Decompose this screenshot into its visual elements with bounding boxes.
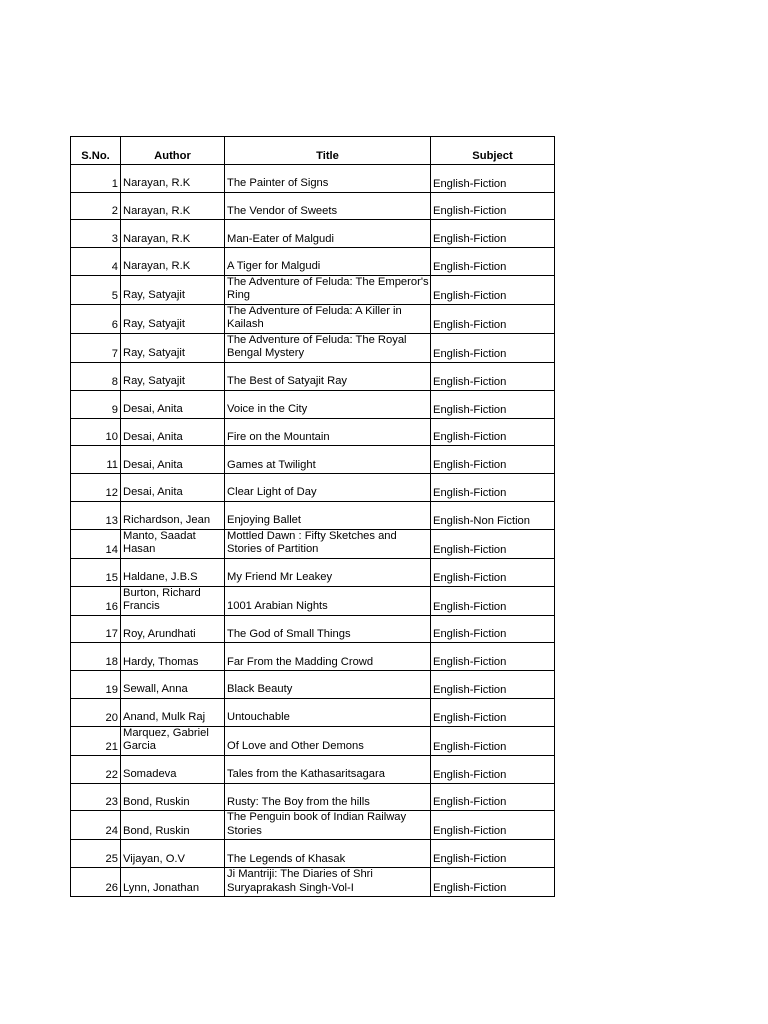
table-row [71,755,555,783]
cell-subject: English-Fiction [431,275,555,304]
cell-title-text: Rusty: The Boy from the hills [227,795,370,808]
cell-subject: English-Fiction [431,558,555,586]
table-row [71,586,555,615]
cell-author-text: Bond, Ruskin [123,795,190,808]
cell-title [225,868,431,897]
cell-subject: English-Fiction [431,726,555,755]
table-row [71,615,555,643]
cell-author [121,362,225,390]
cell-author [121,558,225,586]
cell-sno: 18 [71,643,121,671]
cell-sno: 4 [71,248,121,276]
header-title: Title [225,137,431,165]
cell-title [225,418,431,446]
cell-sno: 5 [71,275,121,304]
cell-title [225,275,431,304]
table-body [71,164,555,896]
table-row [71,840,555,868]
cell-title-text: Tales from the Kathasaritsagara [227,768,385,781]
cell-author-text: Narayan, R.K [123,232,191,245]
cell-subject: English-Fiction [431,418,555,446]
cell-author-text: Narayan, R.K [123,260,191,273]
cell-author-text: Ray, Satyajit [123,347,185,360]
cell-title-text: The Adventure of Feluda: The Emperor's Ring [227,275,429,302]
cell-title [225,501,431,529]
cell-title-text: Games at Twilight [227,458,316,471]
cell-title-text: The God of Small Things [227,627,351,640]
table-row [71,698,555,726]
cell-title-text: Far From the Madding Crowd [227,655,374,668]
cell-title [225,164,431,192]
cell-subject: English-Fiction [431,333,555,362]
cell-author [121,446,225,474]
cell-title-text: Voice in the City [227,403,308,416]
cell-sno: 20 [71,698,121,726]
table-row [71,726,555,755]
cell-title [225,840,431,868]
cell-title-text: The Adventure of Feluda: A Killer in Kailash [227,304,402,331]
cell-title-text: My Friend Mr Leakey [227,571,333,584]
cell-sno: 6 [71,304,121,333]
cell-author [121,192,225,220]
cell-sno: 11 [71,446,121,474]
header-author: Author [121,137,225,165]
cell-author-text: Burton, Richard Francis [123,586,201,613]
cell-sno: 13 [71,501,121,529]
cell-title-text: 1001 Arabian Nights [227,600,328,613]
cell-subject: English-Fiction [431,362,555,390]
cell-title [225,726,431,755]
cell-author [121,529,225,558]
cell-title [225,586,431,615]
cell-author-text: Lynn, Jonathan [123,881,200,894]
table-row [71,474,555,502]
table-row [71,671,555,699]
cell-title-text: Man-Eater of Malgudi [227,232,334,245]
cell-title [225,333,431,362]
cell-subject: English-Fiction [431,755,555,783]
cell-author-text: Bond, Ruskin [123,824,190,837]
cell-sno: 21 [71,726,121,755]
cell-author-text: Anand, Mulk Raj [123,711,206,724]
cell-title [225,811,431,840]
cell-title-text: A Tiger for Malgudi [227,260,321,273]
cell-author-text: Desai, Anita [123,458,183,471]
cell-title-text: Mottled Dawn : Fifty Sketches and Stories of Partition [227,529,397,556]
cell-subject: English-Fiction [431,529,555,558]
cell-author [121,615,225,643]
cell-sno: 9 [71,390,121,418]
cell-author-text: Hardy, Thomas [123,655,199,668]
cell-subject: English-Fiction [431,840,555,868]
table-row [71,501,555,529]
cell-title [225,248,431,276]
cell-subject: English-Fiction [431,586,555,615]
cell-author-text: Marquez, Gabriel Garcia [123,726,209,753]
cell-title [225,220,431,248]
cell-author [121,418,225,446]
cell-sno: 19 [71,671,121,699]
cell-author-text: Desai, Anita [123,403,183,416]
cell-title-text: Ji Mantriji: The Diaries of Shri Suryaprakash Singh-Vol-I [227,868,373,894]
cell-title [225,529,431,558]
cell-sno: 23 [71,783,121,811]
cell-author [121,220,225,248]
table-row [71,643,555,671]
cell-title-text: The Legends of Khasak [227,852,346,865]
cell-sno: 16 [71,586,121,615]
cell-author [121,586,225,615]
cell-subject: English-Non Fiction [431,501,555,529]
cell-subject: English-Fiction [431,248,555,276]
cell-title-text: The Penguin book of Indian Railway Stories [227,811,407,837]
cell-title-text: Enjoying Ballet [227,514,302,527]
cell-sno: 7 [71,333,121,362]
cell-subject: English-Fiction [431,698,555,726]
cell-title-text: Of Love and Other Demons [227,740,364,753]
cell-author [121,671,225,699]
cell-title [225,615,431,643]
table-row [71,811,555,840]
table-row [71,868,555,897]
cell-title-text: Fire on the Mountain [227,430,330,443]
cell-author-text: Roy, Arundhati [123,627,196,640]
table-row [71,529,555,558]
cell-title [225,643,431,671]
cell-author-text: Desai, Anita [123,430,183,443]
cell-title [225,783,431,811]
cell-title [225,446,431,474]
cell-title-text: The Adventure of Feluda: The Royal Bengal Mystery [227,333,407,360]
cell-title [225,671,431,699]
cell-title [225,304,431,333]
cell-author-text: Ray, Satyajit [123,289,185,302]
cell-author-text: Desai, Anita [123,486,183,499]
cell-author [121,275,225,304]
cell-sno: 17 [71,615,121,643]
cell-sno: 26 [71,868,121,897]
cell-author [121,474,225,502]
cell-title-text: Clear Light of Day [227,486,317,499]
cell-subject: English-Fiction [431,671,555,699]
cell-author-text: Richardson, Jean [123,514,211,527]
cell-title [225,362,431,390]
cell-subject: English-Fiction [431,304,555,333]
cell-author-text: Narayan, R.K [123,177,191,190]
table-row [71,248,555,276]
table-row [71,418,555,446]
cell-subject: English-Fiction [431,446,555,474]
cell-title-text: The Painter of Signs [227,177,329,190]
cell-author-text: Sewall, Anna [123,683,188,696]
table-row [71,558,555,586]
cell-author-text: Narayan, R.K [123,204,191,217]
table-row [71,220,555,248]
table-row [71,362,555,390]
cell-title-text: The Vendor of Sweets [227,204,338,217]
header-sno: S.No. [71,137,121,165]
cell-title-text: Black Beauty [227,683,293,696]
cell-author-text: Haldane, J.B.S [123,571,198,584]
cell-sno: 2 [71,192,121,220]
cell-sno: 8 [71,362,121,390]
cell-author [121,304,225,333]
table-row [71,446,555,474]
cell-title [225,390,431,418]
cell-author-text: Vijayan, O.V [123,852,185,865]
cell-author-text: Ray, Satyajit [123,318,185,331]
cell-author-text: Somadeva [123,768,177,781]
table-row [71,192,555,220]
table-row [71,333,555,362]
table-row [71,783,555,811]
cell-author-text: Manto, Saadat Hasan [123,529,196,556]
cell-title-text: The Best of Satyajit Ray [227,375,348,388]
cell-author [121,726,225,755]
cell-sno: 15 [71,558,121,586]
table-row [71,304,555,333]
cell-author [121,755,225,783]
cell-subject: English-Fiction [431,474,555,502]
cell-title [225,192,431,220]
cell-title [225,698,431,726]
cell-author [121,698,225,726]
cell-subject: English-Fiction [431,643,555,671]
cell-subject: English-Fiction [431,811,555,840]
cell-sno: 22 [71,755,121,783]
cell-author [121,868,225,897]
table-row [71,390,555,418]
book-list-table [70,136,555,897]
table-row [71,275,555,304]
header-row [71,137,555,165]
cell-author [121,501,225,529]
cell-subject: English-Fiction [431,192,555,220]
cell-sno: 1 [71,164,121,192]
cell-title [225,474,431,502]
cell-subject: English-Fiction [431,220,555,248]
cell-subject: English-Fiction [431,783,555,811]
cell-subject: English-Fiction [431,868,555,897]
header-subject: Subject [431,137,555,165]
cell-sno: 10 [71,418,121,446]
cell-subject: English-Fiction [431,615,555,643]
cell-author [121,164,225,192]
cell-author [121,390,225,418]
cell-author [121,783,225,811]
cell-author-text: Ray, Satyajit [123,375,185,388]
cell-subject: English-Fiction [431,390,555,418]
cell-sno: 12 [71,474,121,502]
cell-title [225,558,431,586]
cell-author [121,811,225,840]
cell-author [121,248,225,276]
cell-sno: 14 [71,529,121,558]
table-row [71,164,555,192]
cell-title [225,755,431,783]
cell-sno: 24 [71,811,121,840]
cell-subject: English-Fiction [431,164,555,192]
cell-title-text: Untouchable [227,711,290,724]
cell-author [121,643,225,671]
cell-author [121,840,225,868]
cell-sno: 25 [71,840,121,868]
cell-author [121,333,225,362]
cell-sno: 3 [71,220,121,248]
